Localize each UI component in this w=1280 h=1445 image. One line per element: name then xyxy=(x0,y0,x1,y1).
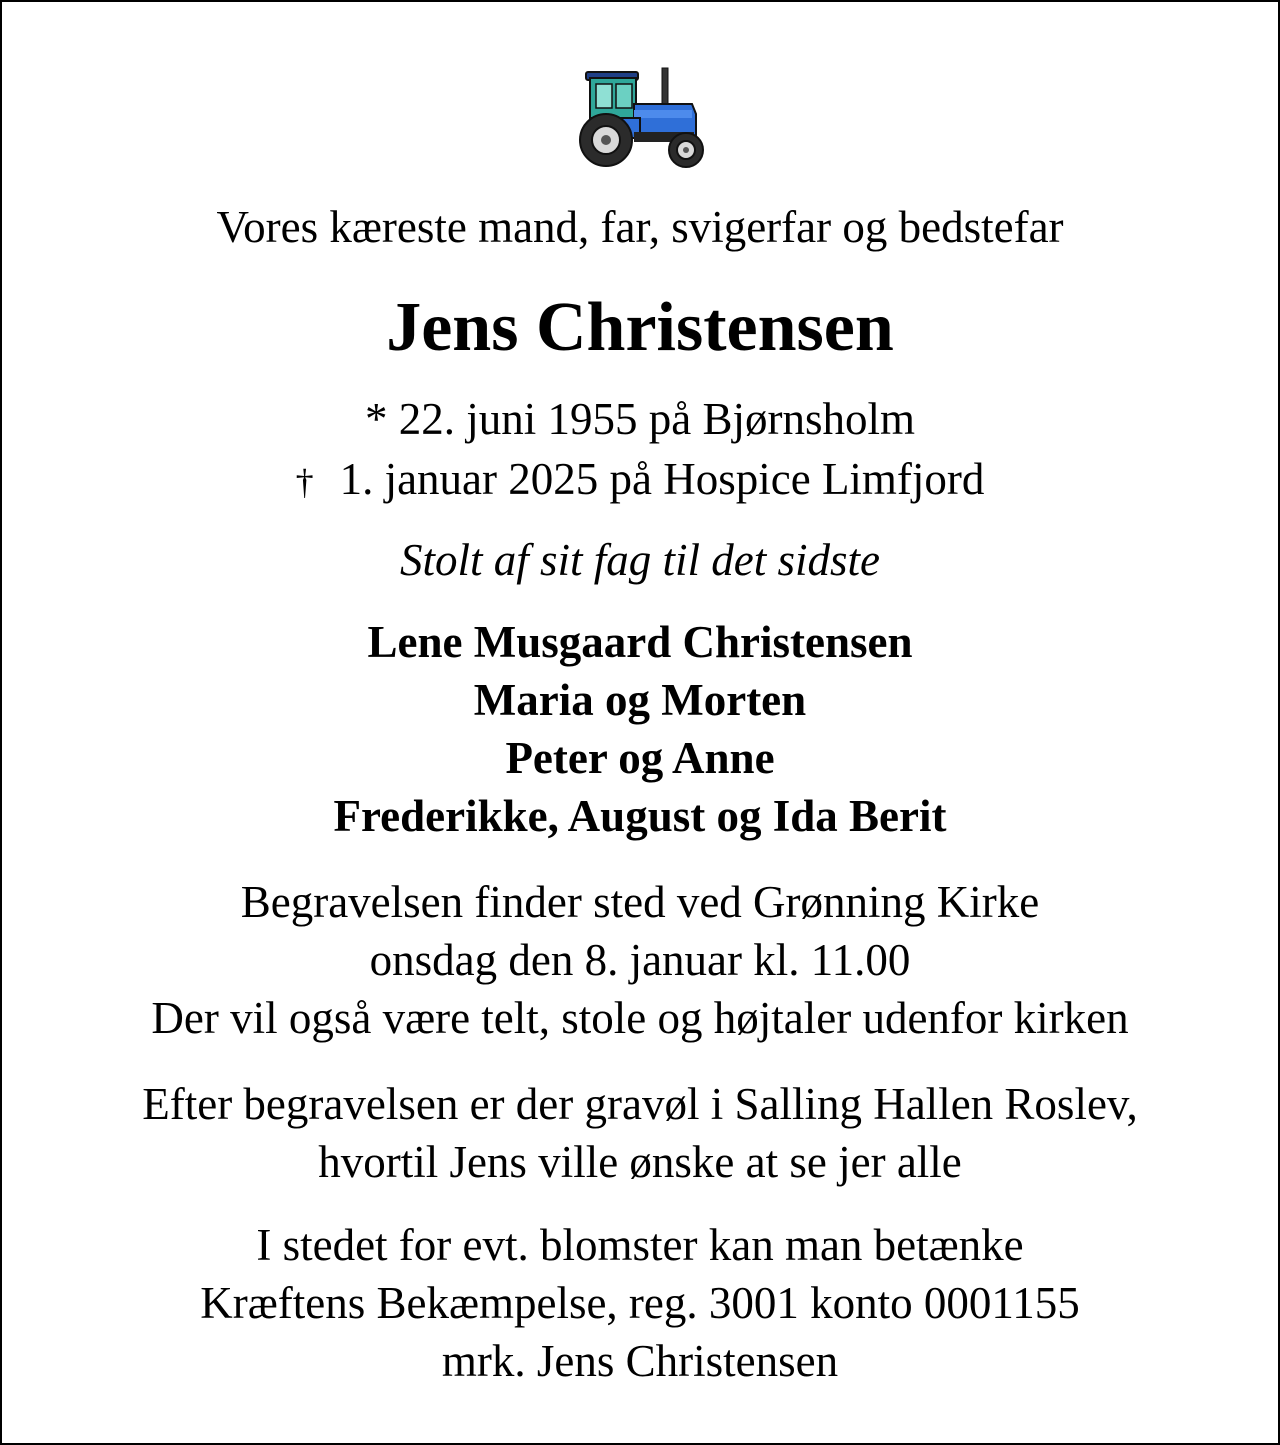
funeral-line: Der vil også være telt, stole og højtaler udenfor kirken xyxy=(151,993,1129,1043)
funeral-line: onsdag den 8. januar kl. 11.00 xyxy=(369,935,911,985)
death-line xyxy=(0,454,1280,517)
reception-line: hvortil Jens ville ønske at se jer alle xyxy=(318,1137,962,1187)
family-member: Lene Musgaard Christensen xyxy=(367,617,913,667)
death-text: 1. januar 2025 på Hospice Limfjord xyxy=(339,454,985,504)
deceased-name: Jens Christensen xyxy=(386,289,894,366)
family-member: Peter og Anne xyxy=(505,733,775,783)
life-dates xyxy=(0,394,1280,517)
donation-line: I stedet for evt. blomster kan man betænke xyxy=(256,1220,1024,1270)
donation-line: mrk. Jens Christensen xyxy=(441,1336,839,1386)
intro-text: Vores kæreste mand, far, svigerfar og bedstefar xyxy=(216,202,1064,252)
donation-line: Kræftens Bekæmpelse, reg. 3001 konto 0001155 xyxy=(200,1278,1080,1328)
family-list xyxy=(0,617,1280,852)
funeral-info xyxy=(0,877,1280,1054)
reception-info xyxy=(0,1079,1280,1198)
dagger-symbol: † xyxy=(295,462,314,502)
tractor-icon xyxy=(576,66,708,170)
birth-line: * 22. juni 1955 på Bjørnsholm xyxy=(365,394,915,444)
family-member: Maria og Morten xyxy=(473,675,807,725)
donation-info xyxy=(0,1220,1280,1397)
family-member: Frederikke, August og Ida Berit xyxy=(333,791,947,841)
motto-text: Stolt af sit fag til det sidste xyxy=(399,535,880,585)
reception-line: Efter begravelsen er der gravøl i Salling Hallen Roslev, xyxy=(142,1079,1138,1129)
funeral-line: Begravelsen finder sted ved Grønning Kirke xyxy=(240,877,1040,927)
